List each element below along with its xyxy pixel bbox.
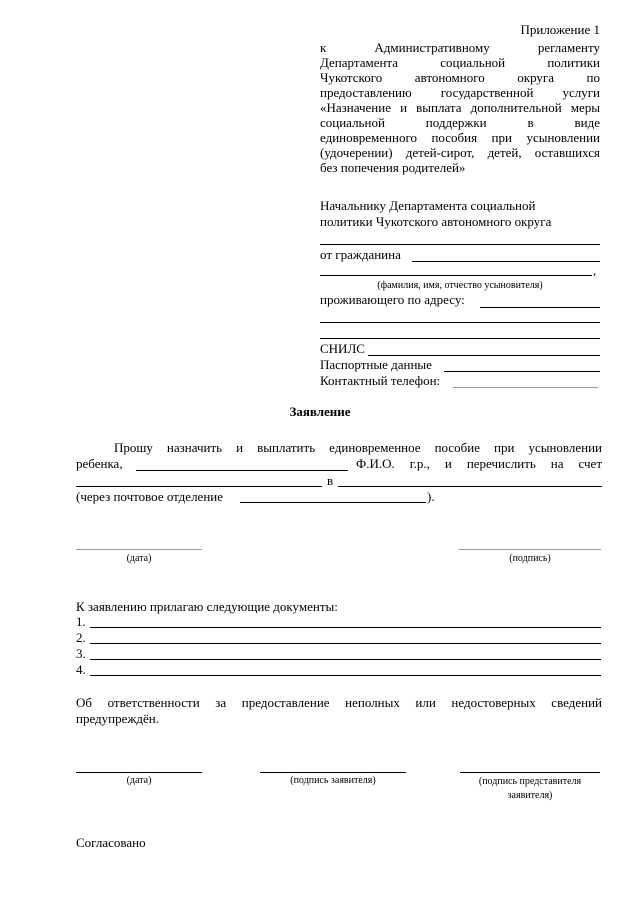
addressee-fill-line[interactable]	[320, 244, 600, 245]
document-field-2[interactable]	[90, 643, 601, 644]
post-office-label: (через почтовое отделение	[76, 489, 224, 504]
representative-signature-label	[460, 775, 600, 803]
address-field[interactable]	[480, 307, 600, 308]
appendix-line: Департамента социальной политики	[320, 55, 600, 70]
appendix-line: предоставлению государственной услуги	[320, 85, 600, 100]
address-field-2[interactable]	[320, 322, 600, 323]
address-row	[320, 292, 600, 308]
phone-field[interactable]	[453, 387, 598, 388]
representative-label-line: заявителя)	[507, 790, 553, 801]
bank-field[interactable]	[338, 486, 602, 487]
appendix-line: Чукотского автономного округа по	[320, 70, 600, 85]
appendix-line: единовременного пособия при усыновлении	[320, 130, 600, 145]
date-label-1: (дата)	[126, 553, 152, 564]
signature-field-1[interactable]	[459, 549, 601, 550]
documents-heading: К заявлению прилагаю следующие документы:	[76, 599, 338, 614]
document-number: 3.	[76, 646, 86, 661]
statement-child-label: ребенка,	[76, 456, 123, 471]
appendix-line: «Назначение и выплата дополнительной меры	[320, 100, 600, 115]
name-field[interactable]	[320, 275, 592, 276]
address-field-3[interactable]	[320, 338, 600, 339]
representative-signature-field[interactable]	[460, 772, 600, 773]
appendix-line: к Административному регламенту	[320, 40, 600, 55]
date-field-1[interactable]	[76, 549, 202, 550]
statement-account-text: Ф.И.О. г.р., и перечислить на счет	[356, 456, 602, 471]
signature-label-1: (подпись)	[509, 553, 551, 564]
statement-title: Заявление	[289, 404, 351, 419]
from-field[interactable]	[412, 261, 600, 262]
passport-label: Паспортные данные	[320, 357, 432, 372]
snils-field[interactable]	[368, 355, 600, 356]
document-number: 1.	[76, 614, 86, 629]
applicant-signature-label: (подпись заявителя)	[290, 775, 376, 786]
phone-label: Контактный телефон:	[320, 373, 441, 388]
address-label: проживающего по адресу:	[320, 292, 465, 307]
document-number: 4.	[76, 662, 86, 677]
snils-label: СНИЛС	[320, 341, 365, 356]
appendix-title: Приложение 1	[520, 22, 600, 37]
bank-preposition: в	[327, 473, 334, 488]
date-label-2: (дата)	[126, 775, 152, 786]
passport-field[interactable]	[444, 371, 600, 372]
account-field[interactable]	[76, 486, 322, 487]
appendix-line: социальной поддержки в виде	[320, 115, 600, 130]
responsibility-line-2: предупреждён.	[76, 711, 159, 726]
comma: ,	[593, 263, 597, 278]
date-field-2[interactable]	[76, 772, 202, 773]
applicant-signature-field[interactable]	[260, 772, 406, 773]
responsibility-line-1: Об ответственности за предоставление неполных или недостоверных сведений	[76, 695, 602, 710]
addressee-line: политики Чукотского автономного округа	[320, 214, 552, 229]
appendix-line: (удочерении) детей-сирот, детей, оставшихся	[320, 145, 600, 160]
post-office-field[interactable]	[240, 502, 426, 503]
post-office-close: ).	[427, 489, 435, 504]
addressee	[320, 198, 600, 230]
appendix-line: без попечения родителей»	[320, 160, 466, 175]
representative-label-line: (подпись представителя	[478, 776, 582, 787]
appendix-block	[320, 40, 600, 175]
child-name-field[interactable]	[136, 470, 348, 471]
document-number: 2.	[76, 630, 86, 645]
document-field-3[interactable]	[90, 659, 601, 660]
name-hint: (фамилия, имя, отчество усыновителя)	[377, 280, 543, 291]
from-label: от гражданина	[320, 247, 401, 262]
document-field-4[interactable]	[90, 675, 601, 676]
document-field-1[interactable]	[90, 627, 601, 628]
addressee-line: Начальнику Департамента социальной	[320, 198, 536, 213]
statement-line-1: Прошу назначить и выплатить единовременное пособие при усыновлении	[114, 440, 602, 455]
agreed-label: Согласовано	[76, 835, 146, 850]
